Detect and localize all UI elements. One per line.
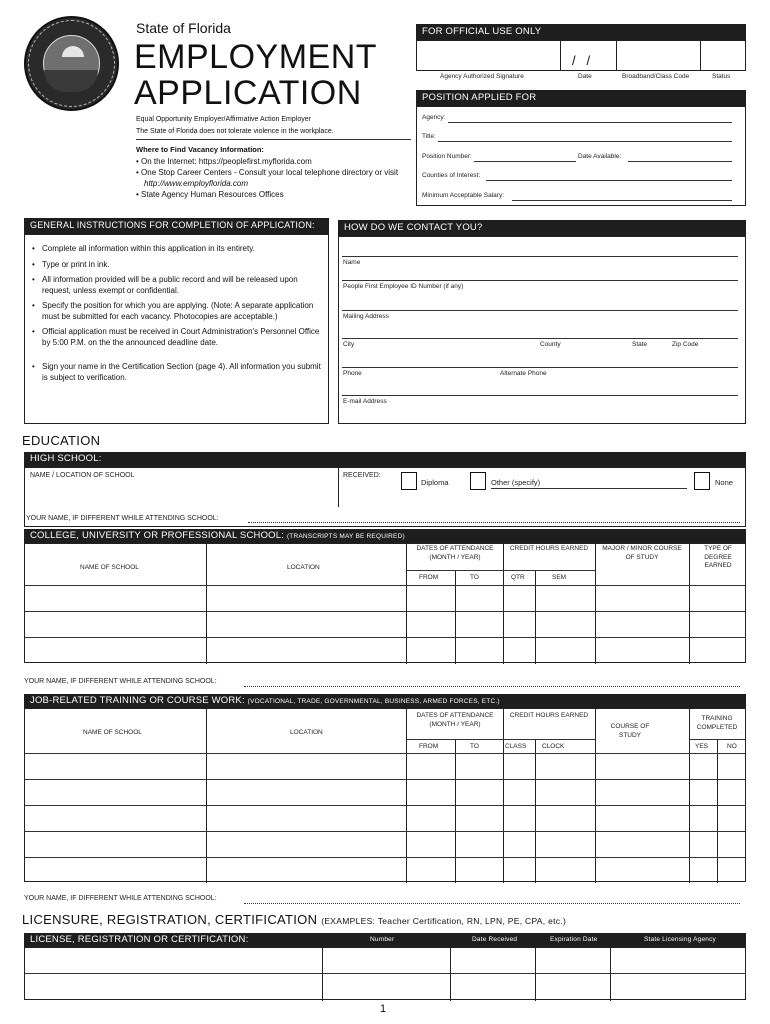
college-subheader-line (406, 570, 595, 571)
official-date-marks: / / (572, 53, 591, 68)
training-header-line (25, 753, 745, 754)
status-label: Status (712, 73, 731, 80)
license-table-header (24, 933, 746, 947)
instructions-title: GENERAL INSTRUCTIONS FOR COMPLETION OF APPLICATION: (24, 218, 329, 234)
hs-your-name-label: YOUR NAME, IF DIFFERENT WHILE ATTENDING SCHOOL: (26, 515, 219, 522)
license-col-div-4 (610, 947, 611, 1001)
license-number-header: Number (370, 936, 395, 943)
training-col-completed: TRAINING COMPLETED (696, 715, 738, 731)
phone-field[interactable] (342, 367, 738, 368)
training-col-location: LOCATION (290, 729, 323, 736)
received-divider (338, 467, 339, 507)
city-label: City (343, 341, 355, 348)
college-col-location: LOCATION (287, 564, 320, 571)
training-subheader-line-2 (689, 739, 745, 740)
official-use-title: FOR OFFICIAL USE ONLY (416, 24, 746, 40)
vacancy-item-offices: • State Agency Human Resources Offices (136, 190, 284, 199)
header-divider (136, 139, 411, 140)
training-subheader-line (406, 739, 595, 740)
name-label: Name (343, 259, 361, 266)
license-col-div-2 (450, 947, 451, 1001)
zip-label: Zip Code (672, 341, 699, 348)
college-col-degree: TYPE OF DEGREE EARNED (704, 545, 732, 569)
training-col-dates: DATES OF ATTENDANCE (MONTH / YEAR) (416, 712, 494, 728)
college-col-name-div (206, 543, 207, 664)
agency-field[interactable] (448, 122, 732, 123)
counties-label: Counties of Interest: (422, 172, 481, 179)
training-your-name-label: YOUR NAME, IF DIFFERENT WHILE ATTENDING SCHOOL: (24, 895, 217, 902)
counties-field[interactable] (486, 180, 732, 181)
college-col-credit: CREDIT HOURS EARNED (509, 545, 589, 552)
state-field-label: State (632, 341, 648, 348)
license-col-div-3 (535, 947, 536, 1001)
page-number: 1 (380, 1003, 387, 1015)
none-label: None (715, 478, 733, 487)
name-field[interactable] (342, 256, 738, 257)
college-col-dates: DATES OF ATTENDANCE (MONTH / YEAR) (416, 545, 494, 561)
employee-id-field[interactable] (342, 280, 738, 281)
training-col-credit: CREDIT HOURS EARNED (509, 712, 589, 719)
position-title: POSITION APPLIED FOR (416, 90, 746, 106)
license-title: LICENSE, REGISTRATION OR CERTIFICATION: (30, 934, 249, 945)
hs-name-label: NAME / LOCATION OF SCHOOL (30, 472, 135, 479)
license-expiration-header: Expiration Date (550, 936, 598, 943)
instruction-item: • Type or print in ink. (32, 260, 322, 271)
college-col-major: MAJOR / MINOR COURSE OF STUDY (602, 545, 682, 561)
college-col-sem: SEM (552, 574, 567, 581)
title-application: APPLICATION (134, 74, 362, 112)
received-label: RECEIVED: (343, 472, 381, 479)
college-col-loc-div (406, 543, 407, 664)
official-date-label: Date (578, 73, 592, 80)
county-label: County (540, 341, 561, 348)
college-col-name: NAME OF SCHOOL (80, 564, 139, 571)
other-checkbox[interactable] (470, 472, 486, 490)
email-label: E-mail Address (343, 398, 387, 405)
college-your-name-field[interactable] (244, 686, 740, 687)
employee-id-label: People First Employee ID Number (if any) (343, 283, 464, 290)
education-heading: EDUCATION (22, 433, 101, 448)
training-table (24, 708, 746, 882)
vacancy-item-career-centers: • One Stop Career Centers - Consult your local telephone directory or visit (136, 168, 399, 177)
training-col-from-div (455, 739, 456, 883)
license-received-header: Date Received (472, 936, 518, 943)
training-title: JOB-RELATED TRAINING OR COURSE WORK: (VOCATIONAL, TRADE, GOVERNMENTAL, BUSINESS, ARMED FORCES, ETC.) (24, 694, 746, 708)
agency-label: Agency: (422, 114, 446, 121)
training-your-name-field[interactable] (244, 903, 740, 904)
training-col-name: NAME OF SCHOOL (83, 729, 142, 736)
date-available-field[interactable] (628, 161, 732, 162)
table-row (25, 637, 745, 638)
other-specify-field[interactable] (491, 488, 687, 489)
training-col-clock: CLOCK (542, 743, 565, 750)
college-col-dates-div (503, 543, 504, 664)
official-divider-2 (616, 40, 617, 71)
title-label: Title: (422, 133, 436, 140)
eeo-statement: Equal Opportunity Employer/Affirmative Action Employer (136, 116, 311, 123)
training-col-from: FROM (419, 743, 439, 750)
diploma-checkbox[interactable] (401, 472, 417, 490)
date-available-label: Date Available: (578, 153, 622, 160)
instruction-item: • Sign your name in the Certification Section (page 4). All information you submit is subject to verification. (32, 362, 322, 383)
table-row (25, 973, 745, 974)
vacancy-heading: Where to Find Vacancy Information: (136, 145, 264, 154)
city-field[interactable] (342, 338, 738, 339)
college-your-name-label: YOUR NAME, IF DIFFERENT WHILE ATTENDING SCHOOL: (24, 678, 217, 685)
instruction-item: • Official application must be received in Court Administration's Personnel Office by 5:00 P.M. on the the announced deadline date. (32, 327, 322, 348)
high-school-title: HIGH SCHOOL: (24, 452, 746, 467)
diploma-label: Diploma (421, 478, 449, 487)
table-row (25, 611, 745, 612)
salary-field[interactable] (512, 200, 732, 201)
title-employment: EMPLOYMENT (134, 38, 378, 76)
hs-your-name-field[interactable] (248, 522, 740, 523)
college-table (24, 543, 746, 663)
instruction-item: • Complete all information within this application in its entirety. (32, 244, 322, 255)
official-divider-3 (700, 40, 701, 71)
table-row (25, 805, 745, 806)
training-col-yes: YES (695, 743, 709, 750)
table-row (25, 857, 745, 858)
license-table (24, 947, 746, 1000)
table-row (25, 831, 745, 832)
vacancy-item-url: http://www.employflorida.com (144, 179, 249, 188)
title-field[interactable] (438, 141, 732, 142)
instructions-list (32, 244, 322, 383)
position-number-field[interactable] (474, 161, 576, 162)
broadband-label: Broadband/Class Code (622, 73, 690, 80)
training-col-yes-div (717, 739, 718, 883)
state-label: State of Florida (136, 20, 231, 36)
none-checkbox[interactable] (694, 472, 710, 490)
email-field[interactable] (342, 395, 738, 396)
instruction-item: • All information provided will be a public record and will be released upon request, unless exempt or confidential. (32, 275, 322, 296)
florida-seal-image (24, 16, 119, 111)
violence-statement: The State of Florida does not tolerate violence in the workplace. (136, 128, 334, 135)
instruction-item: • Specify the position for which you are applying. (Note: A separate application must be submitted for each vacancy. Photocopies are acceptable.) (32, 301, 322, 322)
license-agency-header: State Licensing Agency (644, 936, 716, 943)
training-col-no: NO (727, 743, 737, 750)
college-col-credit-div (595, 543, 596, 664)
vacancy-item-internet: • On the Internet: https://peoplefirst.myflorida.com (136, 157, 312, 166)
position-number-label: Position Number: (422, 153, 472, 160)
college-col-qtr: QTR (511, 574, 525, 581)
salary-label: Minimum Acceptable Salary: (422, 192, 505, 199)
training-col-course: COURSE OF STUDY (610, 723, 650, 739)
college-header-line (25, 585, 745, 586)
table-row (25, 779, 745, 780)
training-col-class: CLASS (505, 743, 527, 750)
agency-signature-label: Agency Authorized Signature (440, 73, 524, 80)
training-col-class-div (535, 739, 536, 883)
mailing-field[interactable] (342, 310, 738, 311)
college-title: COLLEGE, UNIVERSITY OR PROFESSIONAL SCHOOL: (TRANSCRIPTS MAY BE REQUIRED) (24, 529, 746, 543)
college-col-major-div (689, 543, 690, 664)
phone-label: Phone (343, 370, 362, 377)
alt-phone-label: Alternate Phone (500, 370, 547, 377)
training-col-to: TO (470, 743, 479, 750)
other-label: Other (specify) (491, 478, 541, 487)
mailing-label: Mailing Address (343, 313, 389, 320)
licensure-heading: LICENSURE, REGISTRATION, CERTIFICATION (EXAMPLES: Teacher Certification, RN, LPN, PE, CPA, etc.) (22, 912, 567, 927)
college-col-from: FROM (419, 574, 439, 581)
license-col-div-1 (322, 947, 323, 1001)
college-col-to: TO (470, 574, 479, 581)
official-divider-1 (560, 40, 561, 71)
contact-title: HOW DO WE CONTACT YOU? (338, 220, 746, 236)
